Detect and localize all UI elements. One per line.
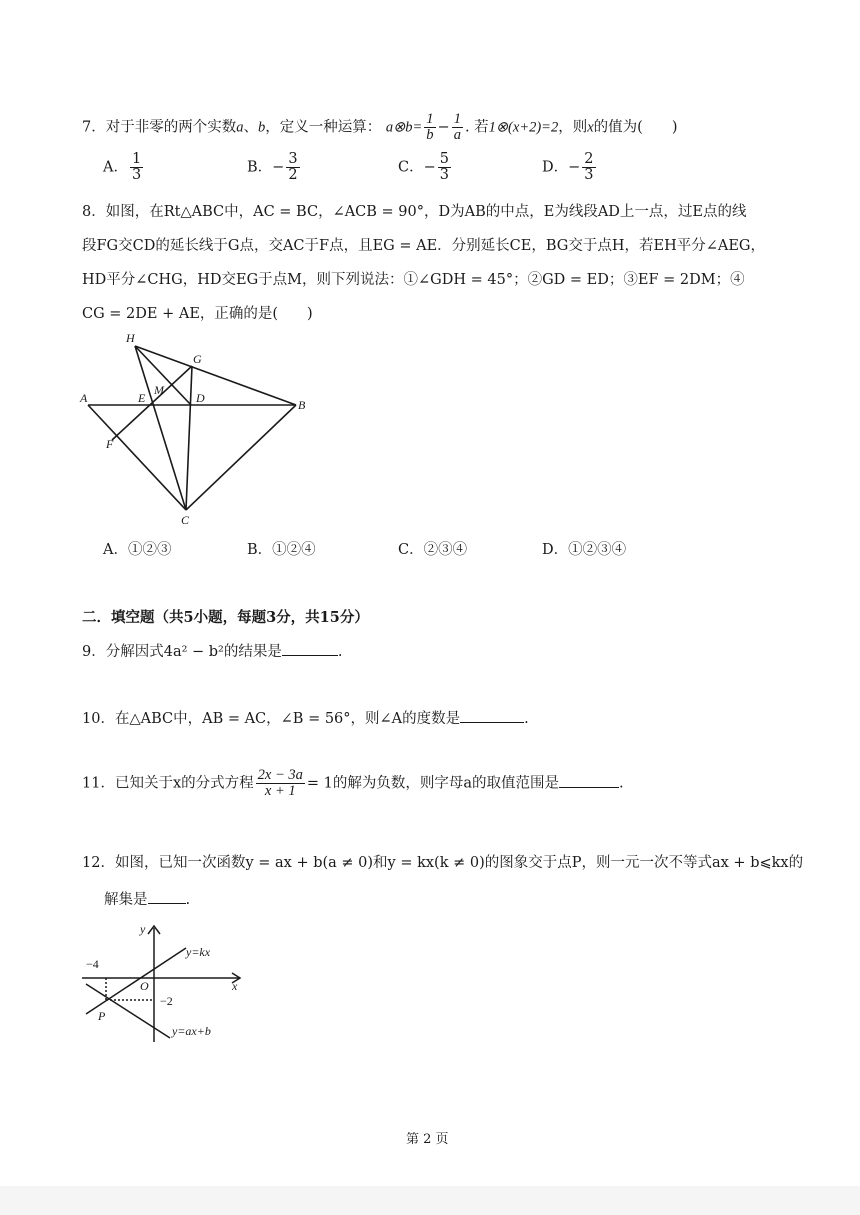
q11-fraction xyxy=(256,768,305,799)
q7-option-b[interactable] xyxy=(247,152,302,183)
frac-den: 3 xyxy=(584,167,594,184)
q11-pre: 11．已知关于x的分式方程 xyxy=(82,775,254,792)
minus-sign: − xyxy=(437,119,450,136)
q8-figure xyxy=(78,330,318,530)
label-G: G xyxy=(193,352,202,366)
q7-equation: 1⊗(x+2)=2 xyxy=(488,119,559,136)
q8-option-d[interactable] xyxy=(542,538,626,559)
line-AC xyxy=(88,405,186,510)
label-x: x xyxy=(232,979,238,993)
label-A: A xyxy=(80,391,88,405)
label-C: C xyxy=(181,513,190,527)
label-y: y xyxy=(140,922,146,936)
q8-line2: 段FG交CD的延长线于G点，交AC于F点，且EG = AE．分别延长CE，BG交于点H，若EH平分∠AEG， xyxy=(82,238,766,254)
var-a: a xyxy=(236,119,244,136)
var-x: x xyxy=(587,119,594,136)
frac-den: 3 xyxy=(439,167,449,184)
option-value: ①②③④ xyxy=(568,542,627,558)
label-D: D xyxy=(196,391,205,405)
label-ykx: y=kx xyxy=(186,945,211,959)
option-label: D． xyxy=(542,159,569,176)
q12-line2 xyxy=(104,888,190,909)
frac-den: b xyxy=(426,127,434,144)
q11-end: . xyxy=(619,775,624,792)
q8-line3: HD平分∠CHG，HD交EG于点M，则下列说法：①∠GDH = 45°；②GD = ED；③EF = 2DM；④ xyxy=(82,272,745,288)
q7-def-lhs: a⊗b= xyxy=(385,119,423,136)
line-CH xyxy=(135,346,186,510)
q9-end: . xyxy=(337,644,343,660)
q8-line1: 8．如图，在Rt△ABC中，AC = BC，∠ACB = 90°，D为AB的中点，E为线段AD上一点，过E点的线 xyxy=(82,204,747,220)
frac-num: 2x − 3a xyxy=(257,767,303,783)
label-minus4: −4 xyxy=(86,957,99,971)
label-yaxb: y=ax+b xyxy=(172,1024,211,1038)
q12-line2-text: 解集是 xyxy=(104,892,148,908)
q7-frac1 xyxy=(424,112,435,143)
q12-end: . xyxy=(185,892,191,908)
q9 xyxy=(82,640,342,661)
q8-option-a[interactable] xyxy=(103,538,171,559)
frac-num: 2 xyxy=(584,151,594,167)
option-sign: − xyxy=(423,159,436,176)
q8-option-c[interactable] xyxy=(398,538,467,559)
label-O: O xyxy=(140,979,149,993)
q9-answer-blank[interactable] xyxy=(282,641,338,656)
q10-text: 10．在△ABC中，AB = AC，∠B = 56°，则∠A的度数是 xyxy=(82,711,461,727)
q10 xyxy=(82,707,529,728)
option-value: ②③④ xyxy=(423,542,468,558)
frac-num: 1 xyxy=(426,111,434,127)
label-E: E xyxy=(138,391,146,405)
frac-num: 1 xyxy=(131,151,142,167)
line-CG xyxy=(186,366,192,510)
option-label: B． xyxy=(247,159,273,176)
label-minus2: −2 xyxy=(160,994,173,1008)
q12-answer-blank[interactable] xyxy=(148,889,186,904)
q7-text4: ，则 xyxy=(558,119,588,136)
option-label: D． xyxy=(542,542,569,558)
label-P: P xyxy=(98,1009,106,1023)
q7-option-a[interactable] xyxy=(103,152,145,183)
option-label: C． xyxy=(398,159,424,176)
label-F: F xyxy=(106,437,114,451)
q10-end: . xyxy=(524,711,529,727)
label-B: B xyxy=(298,398,306,412)
frac-num: 1 xyxy=(453,111,461,127)
q7-text1: 对于非零的两个实数 xyxy=(105,119,237,136)
q7-text5: 的值为( ) xyxy=(593,119,678,136)
q7-frac2 xyxy=(452,112,463,143)
q7-sep: 、 xyxy=(243,119,258,136)
option-value: ①②③ xyxy=(127,542,172,558)
q8-line4: CG = 2DE + AE，正确的是( ) xyxy=(82,306,313,322)
q12-line1: 12．如图，已知一次函数y = ax + b(a ≠ 0)和y = kx(k ≠ 0)的图象交于点P，则一元一次不等式ax + b⩽kx的 xyxy=(82,855,804,871)
line-BC xyxy=(186,405,296,510)
option-label: B． xyxy=(247,542,273,558)
option-label: A． xyxy=(103,542,128,558)
page-number: 第 2 页 xyxy=(406,1132,449,1147)
frac-den: a xyxy=(453,127,461,144)
q11-post: = 1的解为负数，则字母a的取值范围是 xyxy=(306,775,560,792)
q11 xyxy=(82,768,624,799)
q7-option-c[interactable] xyxy=(398,152,453,183)
option-frac xyxy=(438,152,451,183)
label-H: H xyxy=(126,331,135,345)
frac-den: 2 xyxy=(288,167,298,184)
q8-option-b[interactable] xyxy=(247,538,316,559)
option-frac xyxy=(286,152,299,183)
frac-den: 3 xyxy=(131,167,142,184)
q12-graph xyxy=(78,918,268,1048)
q9-text: 9．分解因式4a² − b²的结果是 xyxy=(82,644,282,660)
option-value: ①②④ xyxy=(272,542,316,558)
q7-text3: . 若 xyxy=(464,119,489,136)
option-label: A． xyxy=(103,159,128,176)
frac-num: 5 xyxy=(439,151,449,167)
q11-answer-blank[interactable] xyxy=(559,773,619,788)
bottom-bar xyxy=(0,1186,860,1215)
q7-number: 7． xyxy=(82,119,106,136)
frac-num: 3 xyxy=(288,151,298,167)
option-sign: − xyxy=(272,159,285,176)
q7-option-d[interactable] xyxy=(542,152,598,183)
option-sign: − xyxy=(568,159,581,176)
section-title: 二．填空题（共5小题，每题3分，共15分） xyxy=(82,609,369,626)
var-b: b xyxy=(257,119,266,136)
q7-stem xyxy=(82,112,677,143)
q10-answer-blank[interactable] xyxy=(460,708,524,723)
q7-text2: ，定义一种运算： xyxy=(265,119,382,136)
frac-den: x + 1 xyxy=(264,783,296,800)
option-frac xyxy=(130,152,143,183)
option-frac xyxy=(582,152,595,183)
label-M: M xyxy=(154,383,164,397)
option-label: C． xyxy=(398,542,424,558)
